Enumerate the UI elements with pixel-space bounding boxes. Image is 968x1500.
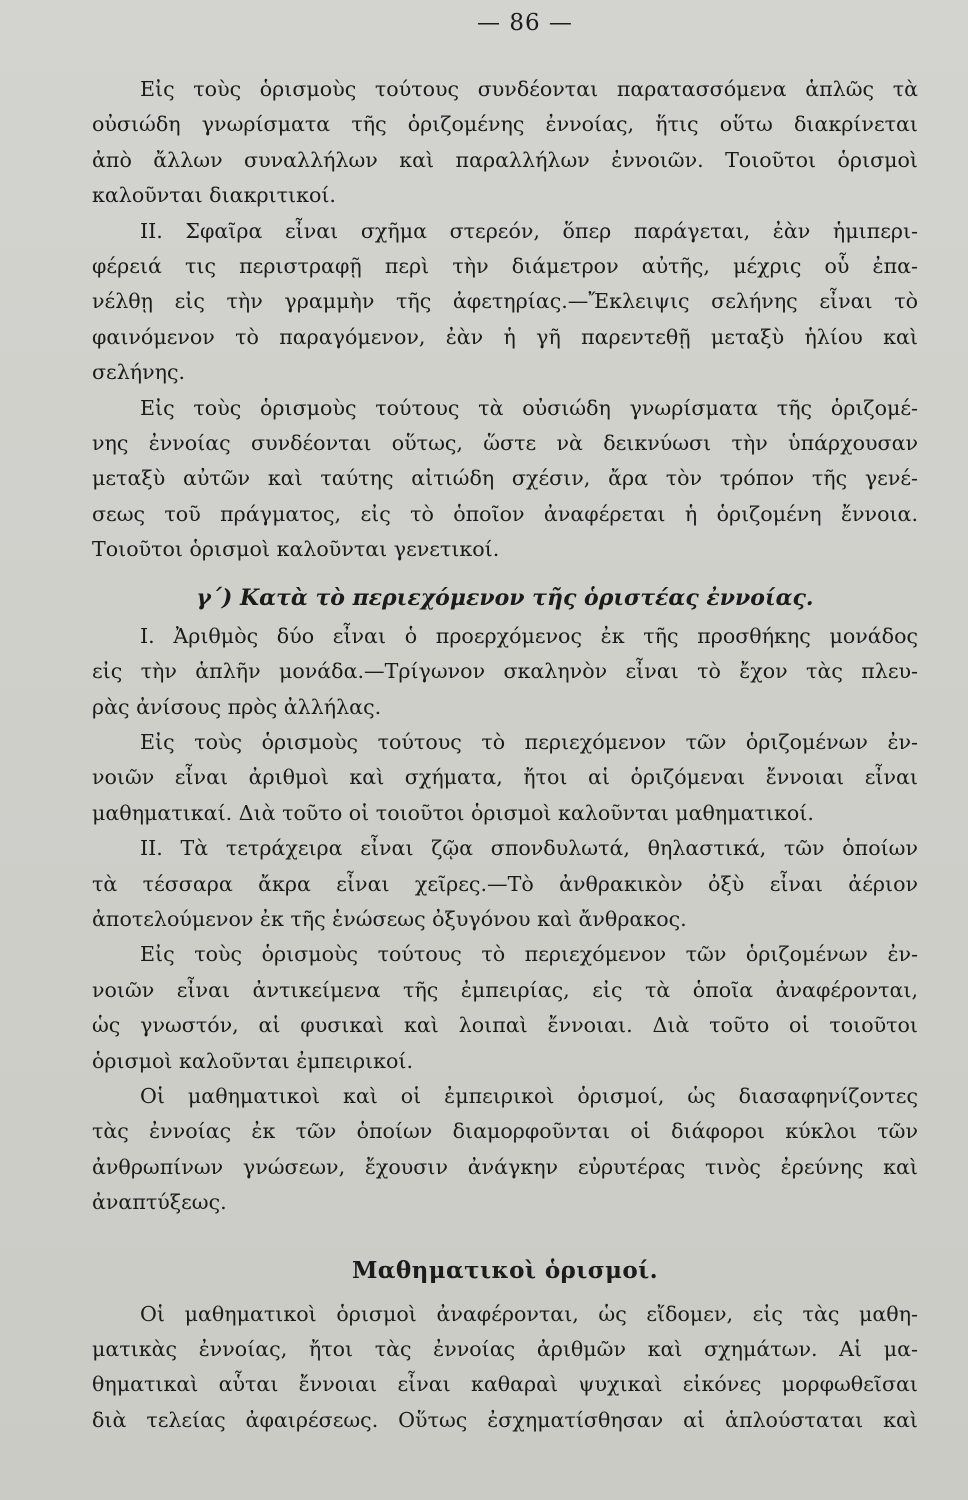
- paragraph-2: [92, 214, 918, 391]
- text-line: ρὰς ἀνίσους πρὸς ἀλλήλας.: [92, 694, 382, 719]
- paragraph-4: [92, 619, 918, 725]
- text-line: ἀναπτύξεως.: [92, 1190, 227, 1215]
- text-line: ἀνθρωπίνων γνώσεων, ἔχουσιν ἀνάγκην εὐρυτέρας τινὸς ἐρεύνης καὶ: [92, 1154, 918, 1179]
- text-line: διὰ τελείας ἀφαιρέσεως. Οὕτως ἐσχηματίσθησαν αἱ ἁπλούσταται καὶ: [92, 1407, 918, 1432]
- text-line: νης ἐννοίας συνδέονται οὕτως, ὥστε νὰ δεικνύωσι τὴν ὑπάρχουσαν: [92, 431, 918, 456]
- text-line: ἀποτελούμενον ἐκ τῆς ἑνώσεως ὀξυγόνου καὶ ἄνθρακος.: [92, 906, 687, 931]
- text-line: θηματικαὶ αὗται ἔννοιαι εἶναι καθαραὶ ψυχικαὶ εἰκόνες μορφωθεῖσαι: [92, 1372, 918, 1397]
- text-line: νοιῶν εἶναι ἀριθμοὶ καὶ σχήματα, ἤτοι αἱ ὁριζόμεναι ἔννοιαι εἶναι: [92, 765, 918, 790]
- text-line: καλοῦνται διακριτικοί.: [92, 183, 336, 208]
- paragraph-8: [92, 1079, 918, 1221]
- section-heading: Μαθηματικοὶ ὁρισμοί.: [351, 1256, 659, 1284]
- text-line: Εἰς τοὺς ὁρισμοὺς τούτους τὸ περιεχόμενον τῶν ὁριζομένων ἐν-: [140, 729, 918, 754]
- text-line: Εἰς τοὺς ὁρισμοὺς τούτους συνδέονται παρατασσόμενα ἁπλῶς τὰ: [140, 77, 918, 101]
- text-line: τὰς ἐννοίας ἐκ τῶν ὁποίων διαμορφοῦνται οἱ διάφοροι κύκλοι τῶν: [92, 1119, 918, 1144]
- text-line: μαθηματικαί. Διὰ τοῦτο οἱ τοιοῦτοι ὁρισμοὶ καλοῦνται μαθηματικοί.: [92, 800, 814, 825]
- text-line: νέλθῃ εἰς τὴν γραμμὴν τῆς ἀφετηρίας.—Ἔκλειψις σελήνης εἶναι τὸ: [92, 289, 918, 314]
- text-line: ἀπὸ ἄλλων συναλλήλων καὶ παραλλήλων ἐννοιῶν. Τοιοῦτοι ὁρισμοὶ: [92, 147, 918, 172]
- text-line: ὁρισμοὶ καλοῦνται ἐμπειρικοί.: [92, 1048, 414, 1073]
- text-line: Τοιοῦτοι ὁρισμοὶ καλοῦνται γενετικοί.: [92, 537, 500, 562]
- text-line: φέρειά τις περιστραφῇ περὶ τὴν διάμετρον αὐτῆς, μέχρις οὗ ἐπα-: [92, 254, 918, 279]
- page-number: — 86 —: [477, 10, 573, 36]
- paragraph-3: [92, 391, 918, 568]
- text-line: II. Τὰ τετράχειρα εἶναι ζῷα σπονδυλωτά, θηλαστικά, τῶν ὁποίων: [140, 836, 918, 861]
- text-line: ματικὰς ἐννοίας, ἤτοι τὰς ἐννοίας ἀριθμῶν καὶ σχημάτων. Αἱ μα-: [92, 1337, 918, 1361]
- paragraph-6: [92, 831, 918, 937]
- text-block-c: [92, 1297, 918, 1439]
- text-line: εἰς τὴν ἁπλῆν μονάδα.—Τρίγωνον σκαληνὸν εἶναι τὸ ἔχον τὰς πλευ-: [92, 659, 918, 684]
- text-line: οὐσιώδη γνωρίσματα τῆς ὁριζομένης ἐννοίας, ἥτις οὕτω διακρίνεται: [92, 112, 918, 137]
- text-line: II. Σφαῖρα εἶναι σχῆμα στερεόν, ὅπερ παράγεται, ἐὰν ἡμιπερι-: [140, 218, 918, 243]
- paragraph-7: [92, 937, 918, 1079]
- paragraph-5: [92, 725, 918, 831]
- text-line: Εἰς τοὺς ὁρισμοὺς τούτους τὰ οὐσιώδη γνωρίσματα τῆς ὁριζομέ-: [140, 395, 918, 420]
- text-block-a: [92, 72, 918, 568]
- text-line: Οἱ μαθηματικοὶ ὁρισμοὶ ἀναφέρονται, ὡς εἴδομεν, εἰς τὰς μαθη-: [140, 1301, 918, 1326]
- text-line: τὰ τέσσαρα ἄκρα εἶναι χεῖρες.—Τὸ ἀνθρακικὸν ὀξὺ εἶναι ἀέριον: [92, 871, 918, 896]
- text-line: φαινόμενον τὸ παραγόμενον, ἐὰν ἡ γῆ παρεντεθῇ μεταξὺ ἡλίου καὶ: [92, 324, 918, 349]
- paragraph-1: [92, 72, 918, 214]
- subheading: γ΄) Κατὰ τὸ περιεχόμενον τῆς ὁριστέας ἐννοίας.: [196, 584, 814, 611]
- text-line: I. Ἀριθμὸς δύο εἶναι ὁ προερχόμενος ἐκ τῆς προσθήκης μονάδος: [140, 623, 918, 648]
- paragraph-9: [92, 1297, 918, 1439]
- text-line: ὡς γνωστόν, αἱ φυσικαὶ καὶ λοιπαὶ ἔννοιαι. Διὰ τοῦτο οἱ τοιοῦτοι: [92, 1013, 918, 1038]
- text-line: μεταξὺ αὐτῶν καὶ ταύτης αἰτιώδη σχέσιν, ἄρα τὸν τρόπον τῆς γενέ-: [92, 466, 918, 491]
- text-line: σελήνης.: [92, 360, 186, 385]
- text-line: νοιῶν εἶναι ἀντικείμενα τῆς ἐμπειρίας, εἰς τὰ ὁποῖα ἀναφέρονται,: [92, 977, 918, 1002]
- text-line: Εἰς τοὺς ὁρισμοὺς τούτους τὸ περιεχόμενον τῶν ὁριζομένων ἐν-: [140, 942, 918, 967]
- text-block-b: [92, 619, 918, 1221]
- text-line: σεως τοῦ πράγματος, εἰς τὸ ὁποῖον ἀναφέρεται ἡ ὁριζομένη ἔννοια.: [92, 501, 918, 526]
- text-line: Οἱ μαθηματικοὶ καὶ οἱ ἐμπειρικοὶ ὁρισμοί, ὡς διασαφηνίζοντες: [140, 1083, 918, 1108]
